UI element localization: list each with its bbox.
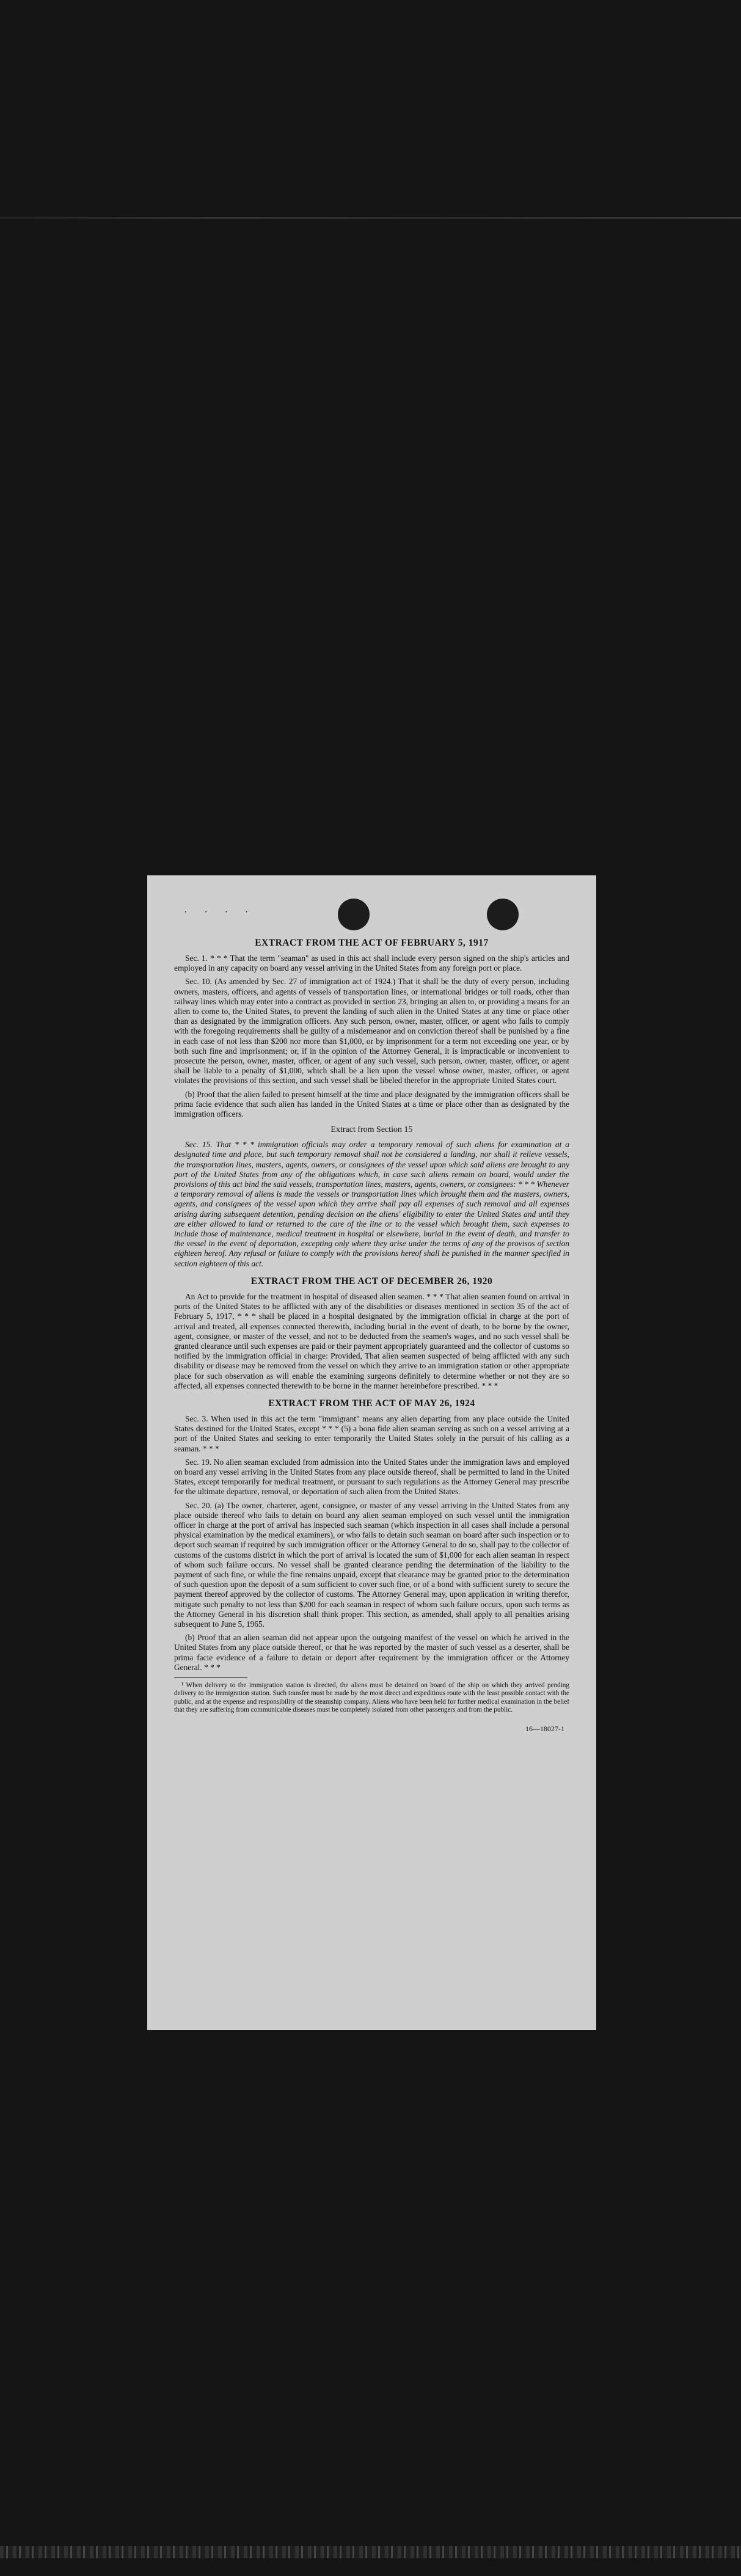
film-scratch-line [0,217,741,219]
section-act-1920 [174,1276,569,1391]
paragraph-italic: Sec. 15. That * * * immigration officials may order a temporary removal of such aliens for examination at a designated time and place, but such temporary removal shall not be considered a landing, nor shall it relieve vessels, the transportation lines, masters, agents, owners, or consignees of the vessel upon which said aliens are brought to any port of the United States from any of the obligations which, in case such aliens remain on board, would under the provisions of this act bind the said vessels, transportation lines, masters, agents, owners, or consignees: * * * Whenever a temporary removal of aliens is made the vessels or transportation lines which brought them and the masters, owners, agents, and consignees of the vessel upon which they arrive shall pay all expenses of such removal and all expenses arising during subsequent detention, pending decision on the aliens' eligibility to enter the United States and until they are either allowed to land or returned to the care of the line or to the vessel which brought them, such expenses to include those of maintenance, medical treatment in hospital or elsewhere, burial in the event of death, and transfer to the vessel in the event of deportation, excepting only where they arise under the terms of any of the provisos of section eighteen hereof. Any refusal or failure to comply with the provisions hereof shall be punished in the manner specified in section eighteen of this act. [174,1140,569,1268]
film-edge-strip [0,2546,741,2558]
section-subhead: Extract from Section 15 [330,1125,413,1135]
paragraph: Sec. 10. (As amended by Sec. 27 of immigration act of 1924.) That it shall be the duty of every person, including owners, masters, officers, and agents of vessels of transportation lines, or international bridges or toll roads, other than railway lines which may enter into a contract as provided in section 23, bringing an alien to, or providing a means for an alien to come to, the United States, to prevent the landing of such alien in the United States at any time or place other than as designated by the immigration officers. Any such person, owner, master, officer, or agent who fails to comply with the foregoing requirements shall be guilty of a misdemeanor and on conviction thereof shall be punished by a fine in each case of not less than $200 nor more than $1,000, or by imprisonment for a term not exceeding one year, or by both such fine and imprisonment; or, if in the opinion of the Attorney General, it is impracticable or inconvenient to prosecute the person, owner, master, officer, or agent of any such vessel, such person, owner, master, officer, or agent shall be liable to a penalty of $1,000, which shall be a lien upon the vessel whose owner, master, officer, or agent violates the provisions of this section, and such vessel shall be libeled therefor in the appropriate United States court. [174,977,569,1085]
section-title: EXTRACT FROM THE ACT OF FEBRUARY 5, 1917 [255,938,489,948]
top-marks: · · · · [184,907,256,918]
paragraph: (b) Proof that the alien failed to present himself at the time and place designated by the immigration officers shall be prima facie evidence that such alien has landed in the United States at a time or place other than as designated by the immigration officers. [174,1089,569,1119]
paragraph: (b) Proof that an alien seaman did not appear upon the outgoing manifest of the vessel on which he arrived in the United States from any place outside thereof, or that he was reported by the master of such vessel as a deserter, shall be prima facie evidence of a failure to detain or deport after requirement by the immigration officer or the Attorney General. * * * [174,1633,569,1672]
paragraph: Sec. 19. No alien seaman excluded from admission into the United States under the immigration laws and employed on board any vessel arriving in the United States from any place outside thereof, shall be permitted to land in the United States, except temporarily for medical treatment, or pursuant to such regulations as the Attorney General may prescribe for the ultimate departure, removal, or deportation of such alien from the United States. [174,1457,569,1497]
section-title: EXTRACT FROM THE ACT OF DECEMBER 26, 1920 [250,1275,493,1286]
section-act-1924 [174,1398,569,1673]
paragraph: An Act to provide for the treatment in hospital of diseased alien seamen. * * * That alien seamen found on arrival in ports of the United States to be afflicted with any of the disabilities or diseases mentioned in section 35 of the act of February 5, 1917, * * * shall be placed in a hospital designated by the immigration official in charge at the port of arrival and treated, all expenses connected therewith, including burial in the event of death, to be borne by the owner, agent, consignee, or master of the vessel, and not to be deducted from the seamen's wages, and no such vessel shall be granted clearance until such expenses are paid or their payment appropriately guaranteed and the collector of customs so notified by the immigration official in charge: Provided, That alien seamen suspected of being afflicted with any such disability or disease may be removed from the vessel on which they arrive to an immigration station or other appropriate place for such observation as will enable the examining surgeons definitely to determine whether or not they are so affected, all expenses connected therewith to be borne in the manner hereinbefore prescribed. * * * [174,1291,569,1390]
section-act-1917 [174,938,569,1269]
paragraph: Sec. 20. (a) The owner, charterer, agent, consignee, or master of any vessel arriving in the United States from any place outside thereof who fails to detain on board any alien seaman employed on such vessel until the immigration officer in charge at the port of arrival has inspected such seaman (which inspection in all cases shall include a personal physical examination by the medical examiners), or who fails to detain such seaman on board after such inspection or to deport such seaman if required by such immigration officer or the Attorney General to do so, shall pay to the collector of customs of the customs district in which the port of arrival is located the sum of $1,000 for each alien seaman in respect of whom such failure occurs. No vessel shall be granted clearance pending the determination of the liability to the payment of such fine, or while the fine remains unpaid, except that clearance may be granted prior to the determination of such question upon the deposit of a sum sufficient to cover such fine, or of a bond with sufficient surety to secure the payment thereof approved by the collector of customs. The Attorney General may, upon application in writing therefor, mitigate such penalty to not less than $200 for each seaman in respect of whom such failure occurs, upon such terms as the Attorney General in his discretion shall think proper. This section, as amended, shall apply to all penalties arising subsequent to June 5, 1965. [174,1500,569,1629]
paragraph: Sec. 1. * * * That the term "seaman" as used in this act shall include every person signed on the ship's articles and employed in any capacity on board any vessel arriving in the United States from any foreign port or place. [174,954,569,973]
paragraph: Sec. 3. When used in this act the term "immigrant" means any alien departing from any place outside the United States destined for the United States, except * * * (5) a bona fide alien seaman serving as such on a vessel arriving at a port of the United States and seeking to enter temporarily the United States solely in the pursuit of his calling as a seaman. * * * [174,1414,569,1453]
document-page [147,875,596,2030]
footnote-divider [174,1677,247,1678]
section-title: EXTRACT FROM THE ACT OF MAY 26, 1924 [268,1398,475,1409]
punch-hole-right [487,899,519,930]
punch-hole-left [338,899,370,930]
print-code: 16—18027-1 [525,1724,564,1733]
footnote: ¹ When delivery to the immigration station is directed, the aliens must be detained on board of the ship on which they arrived pending delivery to the immigration station. Such transfer must be made by the most direct and expeditious route with the least possible contact with the public, and at the expense and responsibility of the steamship company. Aliens who have been held for further medical examination in the belief that they are suffering from communicable diseases must be completely isolated from other passengers and from the public. [174,1682,569,1714]
